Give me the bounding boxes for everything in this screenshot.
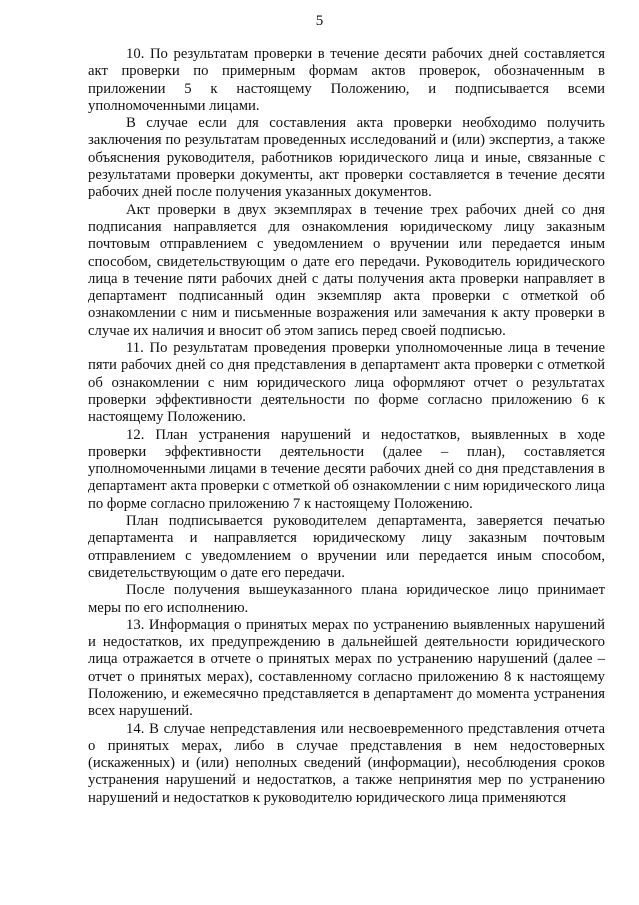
paragraph-12-plan-signing: План подписывается руководителем департамента, заверяется печатью департамента и направляется юридическому лицу заказным почтовым отправлением с уведомлением о вручении или передается иным способом, свидетельствующим о дате его передачи. xyxy=(88,513,605,581)
paragraph-12: 12. План устранения нарушений и недостатков, выявленных в ходе проверки эффективности деятельности (далее – план), составляется уполномоченными лицами в течение десяти рабочих дней со дня представления в департамент акта проверки с отметкой об ознакомлении с ним юридического лица по форме согласно приложению 7 к настоящему Положению. xyxy=(88,426,605,512)
paragraph-10: 10. По результатам проверки в течение десяти рабочих дней составляется акт проверки по примерным формам актов проверок, обозначенным в приложении 5 к настоящему Положению, и подписывается всеми уполномоченными лицами. xyxy=(88,46,605,114)
document-body xyxy=(88,46,605,807)
paragraph-13: 13. Информация о принятых мерах по устранению выявленных нарушений и недостатков, их предупреждению в дальнейшей деятельности юридического лица отражается в отчете о принятых мерах по устранению нарушений (далее – отчет о принятых мерах), составленному согласно приложению 8 к настоящему Положению, и ежемесячно представляется в департамент до момента устранения всех нарушений. xyxy=(88,616,605,720)
paragraph-12-plan-execution: После получения вышеуказанного плана юридическое лицо принимает меры по его исполнению. xyxy=(88,582,605,616)
paragraph-14: 14. В случае непредставления или несвоевременного представления отчета о принятых мерах, либо в случае представления в нем недостоверных (искаженных) и (или) неполных сведений (информации), несоблюдения сроков устранения нарушений и недостатков, а также непринятия мер по устранению нарушений и недостатков к руководителю юридического лица применяются xyxy=(88,720,605,806)
paragraph-11: 11. По результатам проведения проверки уполномоченные лица в течение пяти рабочих дней со дня представления в департамент акта проверки с отметкой об ознакомлении с ним юридического лица оформляют отчет о результатах проверки эффективности деятельности по форме согласно приложению 6 к настоящему Положению. xyxy=(88,340,605,426)
paragraph-10-act-delivery: Акт проверки в двух экземплярах в течение трех рабочих дней со дня подписания направляется для ознакомления юридическому лицу заказным почтовым отправлением с уведомлением о вручении или передается иным способом, свидетельствующим о дате его передачи. Руководитель юридического лица в течение пяти рабочих дней с даты получения акта проверки направляет в департамент подписанный один экземпляр акта проверки с отметкой об ознакомлении с ним и письменные возражения или замечания к акту проверки в случае их наличия и вносит об этом запись перед своей подписью. xyxy=(88,201,605,339)
page-number: 5 xyxy=(315,13,324,29)
paragraph-10-expert-conclusions: В случае если для составления акта проверки необходимо получить заключения по результатам проведенных исследований и (или) экспертиз, а также объяснения руководителя, работников юридического лица и иные, связанные с результатами проверки документы, акт проверки составляется в течение десяти рабочих дней после получения указанных документов. xyxy=(88,115,605,201)
